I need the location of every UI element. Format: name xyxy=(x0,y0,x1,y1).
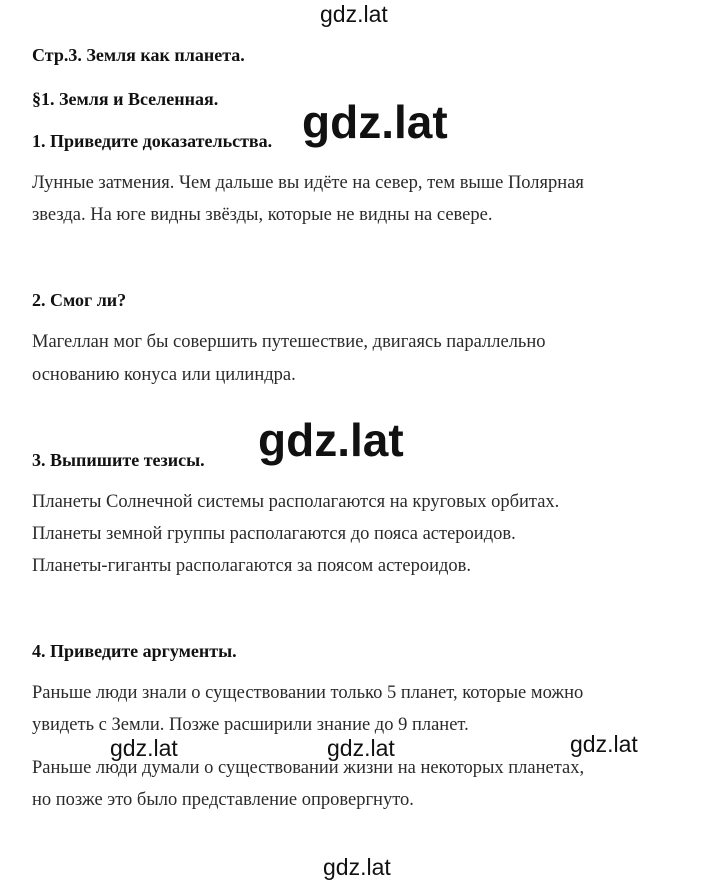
watermark-mid-2: gdz.lat xyxy=(258,414,404,466)
task-2-heading: 2. Смог ли? xyxy=(32,290,127,310)
page-title: Стр.3. Земля как планета. xyxy=(32,45,245,65)
watermark-row-2: gdz.lat xyxy=(327,735,395,761)
task-3-line-1: Планеты Солнечной системы располагаются на круговых орбитах. xyxy=(32,492,560,512)
watermark-row-1: gdz.lat xyxy=(110,735,178,761)
watermark-mid-1: gdz.lat xyxy=(302,96,448,148)
task-1-line-1: Лунные затмения. Чем дальше вы идёте на север, тем выше Полярная xyxy=(32,173,584,193)
task-4-line-3: Раньше люди думали о существовании жизни на некоторых планетах, xyxy=(32,758,585,778)
task-4-heading: 4. Приведите аргументы. xyxy=(32,641,237,661)
task-3-line-3: Планеты-гиганты располагаются за поясом астероидов. xyxy=(32,556,472,576)
task-4-line-1: Раньше люди знали о существовании только 5 планет, которые можно xyxy=(32,683,584,703)
task-3-heading: 3. Выпишите тезисы. xyxy=(32,450,205,470)
task-4-line-4: но позже это было представление опровергнуто. xyxy=(32,790,414,810)
task-3-line-2: Планеты земной группы располагаются до пояса астероидов. xyxy=(32,524,516,544)
task-1-line-2: звезда. На юге видны звёзды, которые не видны на севере. xyxy=(32,205,493,225)
task-2-line-1: Магеллан мог бы совершить путешествие, двигаясь параллельно xyxy=(32,332,546,352)
task-1-heading: 1. Приведите доказательства. xyxy=(32,131,273,151)
task-4-line-2: увидеть с Земли. Позже расширили знание до 9 планет. xyxy=(32,715,469,735)
section-title: §1. Земля и Вселенная. xyxy=(32,89,219,109)
watermark-bottom: gdz.lat xyxy=(323,854,391,880)
watermark-row-3: gdz.lat xyxy=(570,731,638,757)
watermark-top: gdz.lat xyxy=(320,1,388,27)
task-2-line-2: основанию конуса или цилиндра. xyxy=(32,365,296,385)
